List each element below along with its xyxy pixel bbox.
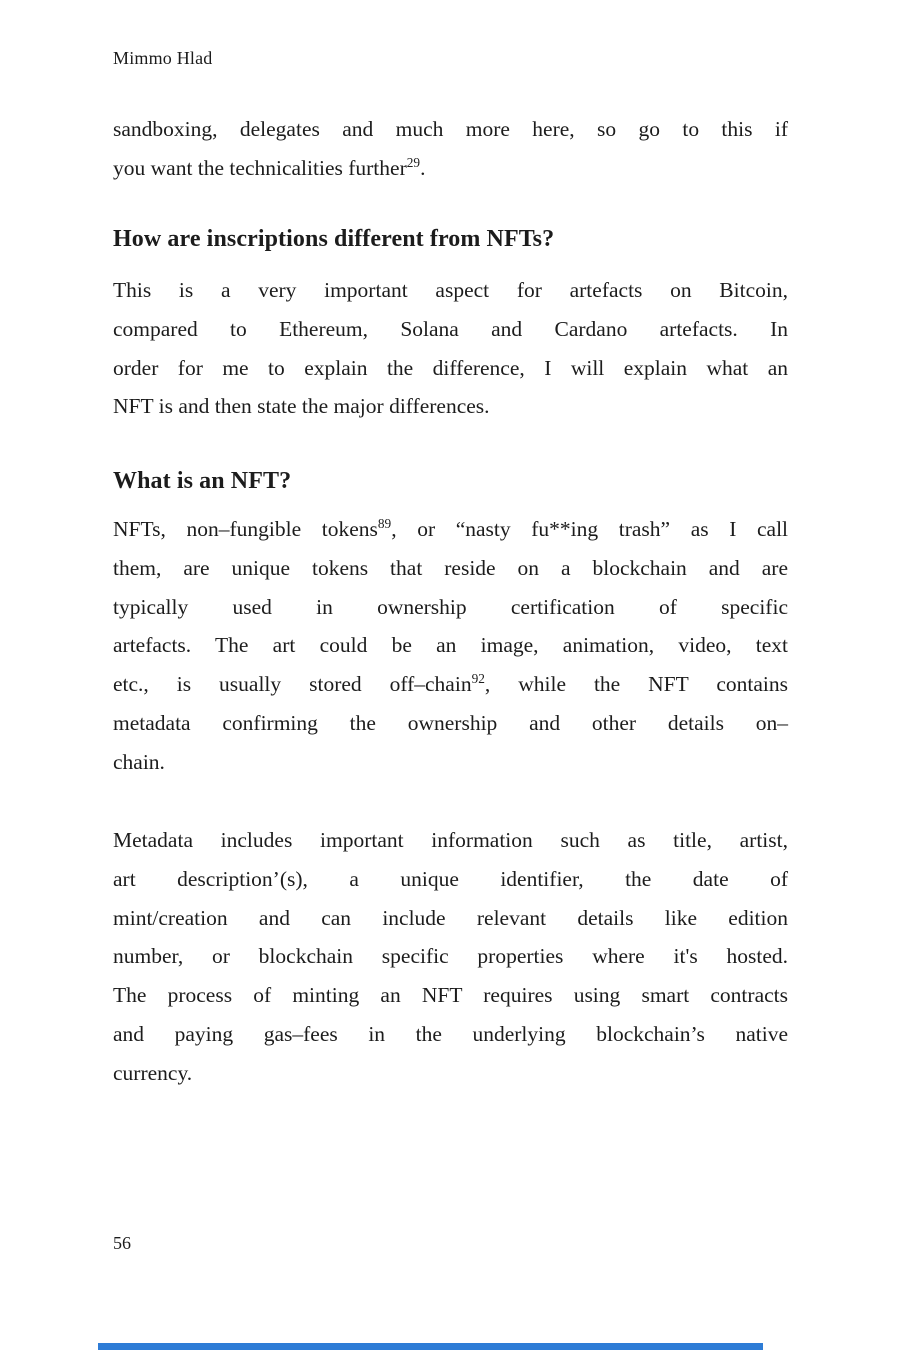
text-line: [113, 665, 788, 704]
text-line: [113, 704, 788, 743]
text-line: [113, 588, 788, 627]
paragraph-important-aspect: [113, 271, 788, 426]
text-run: number, or blockchain specific properties where it's hosted.: [113, 944, 788, 969]
text-line: [113, 271, 788, 310]
text-line: [113, 149, 788, 188]
text-run: This is a very important aspect for artefacts on Bitcoin,: [113, 278, 788, 302]
text-line: [113, 510, 788, 549]
text-line: [113, 310, 788, 349]
text-line: [113, 743, 788, 782]
text-run: you want the technicalities further: [113, 155, 407, 180]
footnote-superscript: 89: [377, 515, 392, 531]
text-run: currency.: [113, 1060, 193, 1085]
text-run: Metadata includes important information such as title, artist,: [113, 828, 788, 852]
footer-accent-bar: [98, 1343, 763, 1350]
text-run: artefacts. The art could be an image, animation, video, text: [113, 633, 788, 658]
text-line: [113, 110, 788, 149]
text-line: [113, 626, 788, 665]
text-run: compared to Ethereum, Solana and Cardano artefacts. In: [113, 316, 788, 341]
text-line: [113, 860, 788, 899]
text-run: , or “nasty fu**ing trash” as I call: [391, 517, 789, 541]
paragraph-metadata: [113, 821, 788, 1093]
section-heading-inscriptions-vs-nfts: How are inscriptions different from NFTs?: [113, 226, 555, 252]
text-run: order for me to explain the difference, I will explain what an: [113, 355, 788, 380]
text-run: .: [420, 155, 426, 180]
text-line: [113, 976, 788, 1015]
paragraph-nft-definition: [113, 510, 788, 782]
text-run: metadata confirming the ownership and other details on–: [113, 710, 788, 735]
text-run: , while the NFT contains: [484, 672, 788, 697]
text-run: and paying gas–fees in the underlying blockchain’s native: [113, 1021, 788, 1046]
text-run: chain.: [113, 749, 165, 774]
text-run: art description’(s), a unique identifier, the date of: [113, 866, 788, 891]
text-line: [113, 937, 788, 976]
text-run: mint/creation and can include relevant details like edition: [113, 905, 788, 930]
paragraph-sandboxing: [113, 110, 788, 188]
page-number: 56: [113, 1233, 131, 1253]
text-run: them, are unique tokens that reside on a blockchain and are: [113, 555, 788, 580]
text-line: [113, 821, 788, 860]
text-run: etc., is usually stored off–chain: [113, 672, 472, 697]
text-run: NFT is and then state the major differences.: [113, 394, 490, 419]
text-run: typically used in ownership certification of specific: [113, 594, 788, 619]
section-heading-what-is-nft: What is an NFT?: [113, 468, 292, 494]
text-line: [113, 1054, 788, 1093]
text-run: The process of minting an NFT requires using smart contracts: [113, 983, 788, 1008]
text-run: NFTs, non–fungible tokens: [113, 517, 378, 541]
footnote-superscript: 92: [471, 671, 485, 687]
text-line: [113, 1015, 788, 1054]
text-run: sandboxing, delegates and much more here, so go to this if: [113, 117, 788, 141]
footnote-superscript: 29: [406, 154, 421, 170]
text-line: [113, 387, 788, 426]
running-header-author: Mimmo Hlad: [113, 48, 213, 68]
text-line: [113, 899, 788, 938]
text-line: [113, 349, 788, 388]
text-line: [113, 549, 788, 588]
